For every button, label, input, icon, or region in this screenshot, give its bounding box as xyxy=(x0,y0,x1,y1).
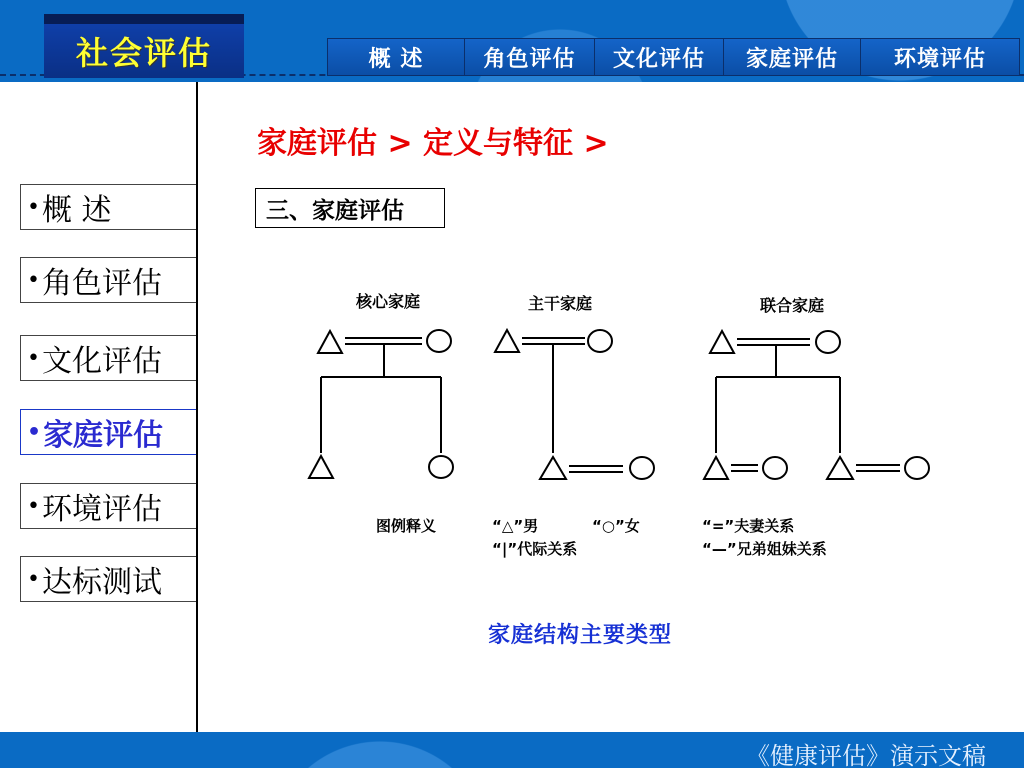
female-icon xyxy=(429,456,453,478)
label-joint-family: 联合家庭 xyxy=(759,296,825,315)
legend-male: “△”男 xyxy=(492,517,539,535)
top-tabs xyxy=(327,38,1020,78)
sidebar-item-family[interactable] xyxy=(20,409,196,455)
sidebar-item-label: 概 述 xyxy=(41,193,112,228)
sidebar-item-label: 文化评估 xyxy=(41,344,162,379)
header-bar xyxy=(0,0,1024,82)
brand-title: 社会评估 xyxy=(75,34,212,72)
legend-sibling: “—”兄弟姐妹关系 xyxy=(702,540,827,558)
male-icon xyxy=(827,457,853,479)
male-icon xyxy=(318,331,342,353)
tab-environment-assessment[interactable]: 环境评估 xyxy=(860,38,1020,76)
legend-couple: “=”夫妻关系 xyxy=(702,517,795,535)
tab-family-assessment[interactable]: 家庭评估 xyxy=(723,38,860,76)
diagram-caption: 家庭结构主要类型 xyxy=(488,623,673,648)
sidebar-item-label: 角色评估 xyxy=(41,266,162,301)
legend-generation: “|”代际关系 xyxy=(492,540,578,558)
tab-culture-assessment[interactable]: 文化评估 xyxy=(594,38,723,76)
sidebar-item-overview[interactable] xyxy=(20,184,196,230)
bullet-icon: • xyxy=(27,493,40,519)
footer-text: 《健康评估》演示文稿 xyxy=(746,742,986,770)
sidebar-item-label: 达标测试 xyxy=(41,565,162,600)
tab-role-assessment[interactable]: 角色评估 xyxy=(464,38,594,76)
female-icon xyxy=(427,330,451,352)
bullet-icon: • xyxy=(27,566,40,592)
sidebar-item-label: 环境评估 xyxy=(41,492,162,527)
family-structure-diagram xyxy=(300,285,950,570)
sidebar-item-environment[interactable] xyxy=(20,483,196,529)
female-icon xyxy=(588,330,612,352)
sidebar-item-role[interactable] xyxy=(20,257,196,303)
male-icon xyxy=(710,331,734,353)
brand-block xyxy=(44,14,244,78)
footer-bar xyxy=(0,732,1024,768)
label-nuclear-family: 核心家庭 xyxy=(355,292,421,311)
section-title: 三、家庭评估 xyxy=(255,188,445,228)
male-icon xyxy=(309,456,333,478)
male-icon xyxy=(704,457,728,479)
male-icon xyxy=(540,457,566,479)
bullet-icon: • xyxy=(27,267,40,293)
sidebar-item-test[interactable] xyxy=(20,556,196,602)
bullet-icon: • xyxy=(27,194,40,220)
legend-title: 图例释义 xyxy=(376,517,437,535)
female-icon xyxy=(905,457,929,479)
tab-overview[interactable]: 概 述 xyxy=(327,38,464,76)
female-icon xyxy=(816,331,840,353)
sidebar-divider xyxy=(196,82,198,732)
bullet-icon: • xyxy=(27,345,40,371)
bullet-icon: • xyxy=(27,419,42,445)
sidebar-item-label: 家庭评估 xyxy=(43,418,164,453)
breadcrumb: 家庭评估 > 定义与特征 > xyxy=(257,126,609,161)
female-icon xyxy=(763,457,787,479)
sidebar-item-culture[interactable] xyxy=(20,335,196,381)
label-stem-family: 主干家庭 xyxy=(527,294,593,313)
legend-female: “○”女 xyxy=(592,517,640,535)
female-icon xyxy=(630,457,654,479)
male-icon xyxy=(495,330,519,352)
